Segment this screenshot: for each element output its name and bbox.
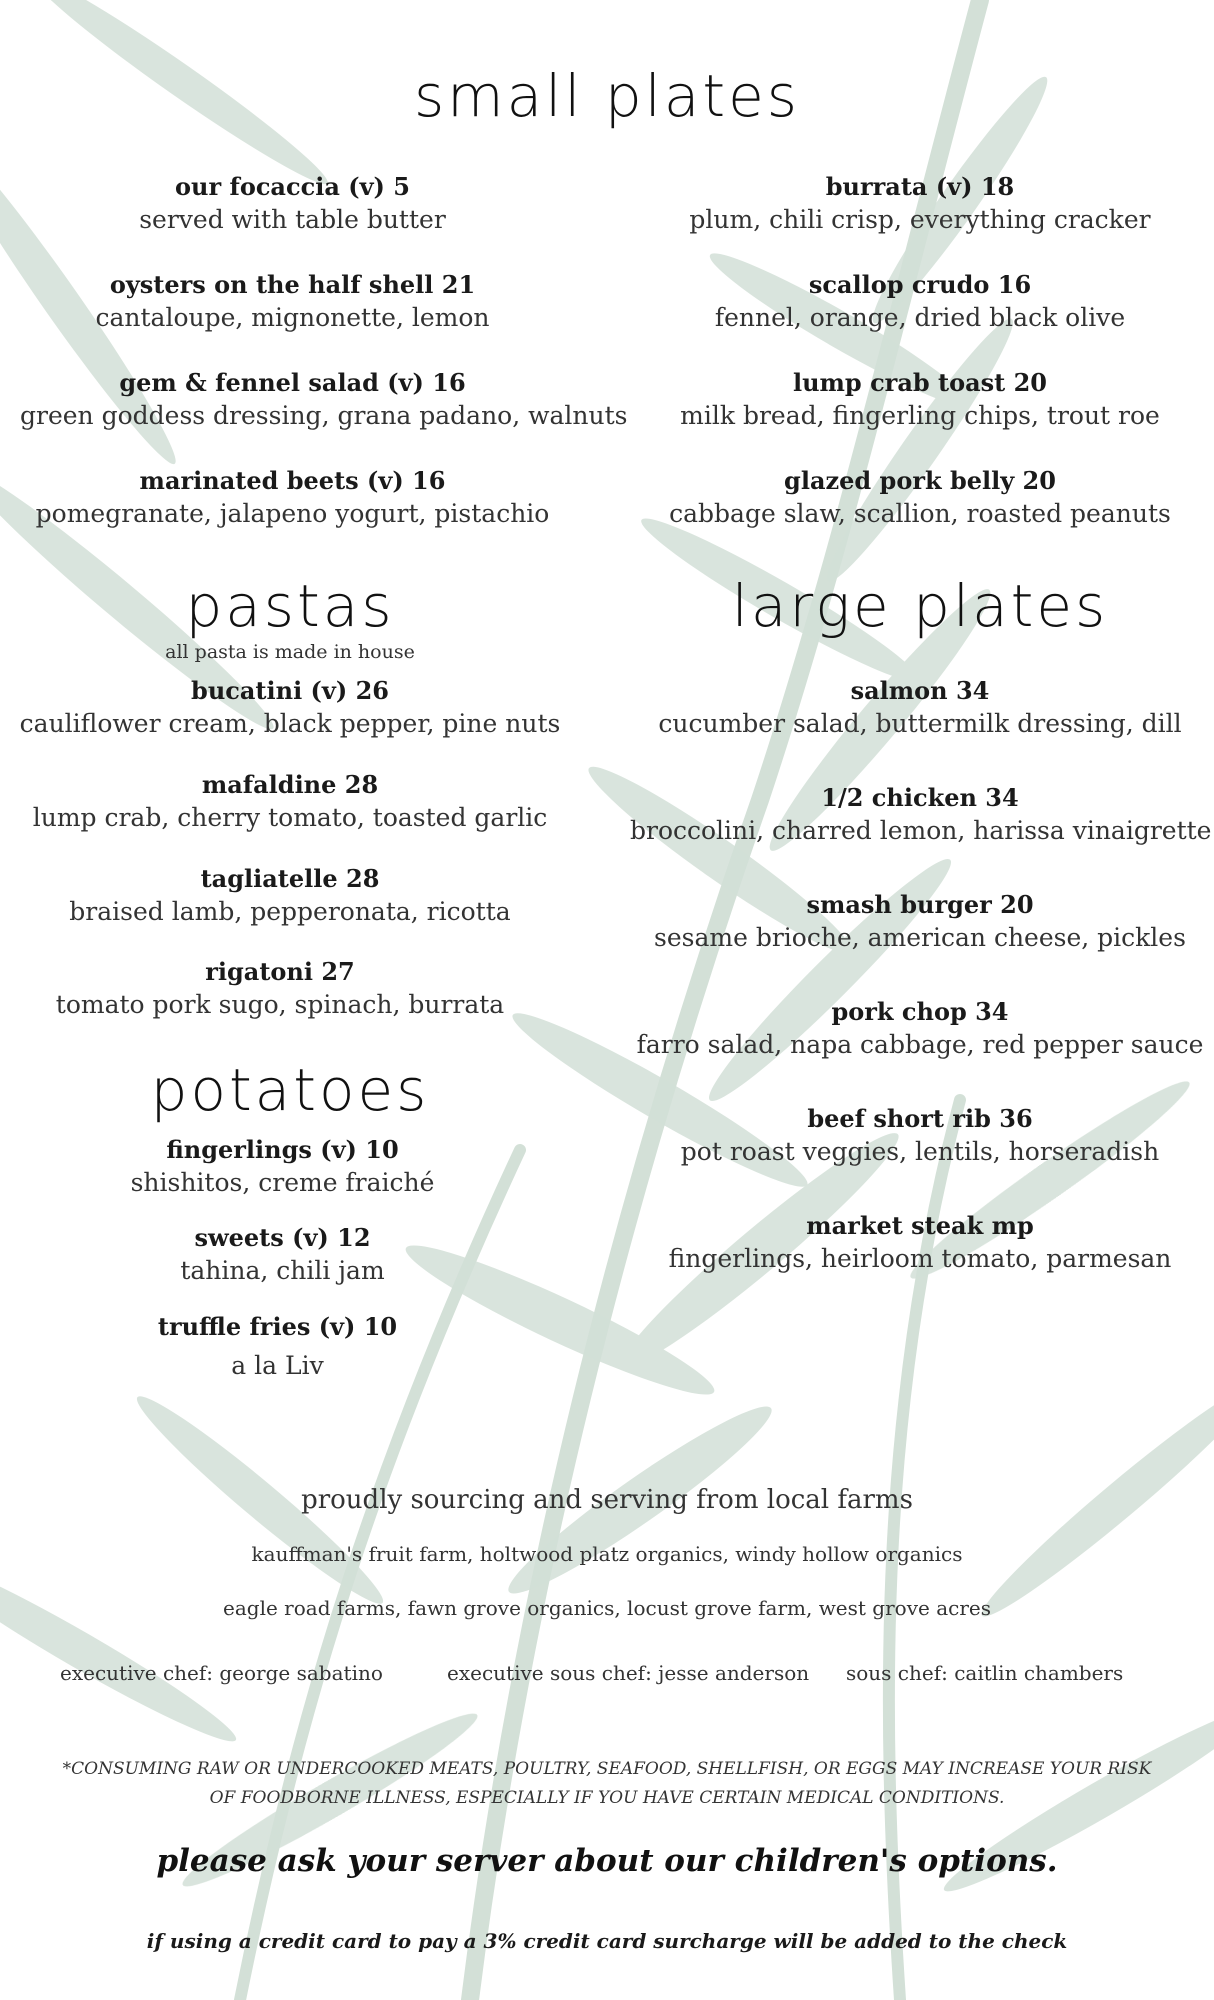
pastas-heading: pastas — [185, 572, 395, 640]
item-name: gem & fennel salad (v) 16 — [119, 368, 466, 397]
item-name: truffle fries (v) 10 — [157, 1312, 398, 1341]
item-description: pot roast veggies, lentils, horseradish — [680, 1137, 1160, 1166]
item-description: broccolini, charred lemon, harissa vinaigrette — [630, 816, 1212, 845]
small-plates-heading: small plates — [413, 62, 801, 130]
menu-item — [0, 676, 580, 738]
children-options-note: please ask your server about our children's options. — [156, 1843, 1058, 1879]
item-description: plum, chili crisp, everything cracker — [689, 205, 1151, 234]
item-name: marinated beets (v) 16 — [139, 466, 446, 495]
item-description: served with table butter — [139, 205, 446, 234]
item-name: tagliatelle 28 — [200, 864, 380, 893]
menu-item — [645, 368, 1195, 430]
item-description: braised lamb, pepperonata, ricotta — [69, 897, 511, 926]
menu-item — [20, 466, 565, 528]
farms-list-line-2: eagle road farms, fawn grove organics, locust grove farm, west grove acres — [223, 1596, 991, 1620]
item-description: fingerlings, heirloom tomato, parmesan — [668, 1244, 1172, 1273]
item-description: cantaloupe, mignonette, lemon — [95, 303, 490, 332]
item-name: bucatini (v) 26 — [191, 676, 389, 705]
menu-item — [630, 783, 1210, 845]
item-description: tahina, chili jam — [180, 1256, 385, 1285]
executive-chef: executive chef: george sabatino — [60, 1661, 383, 1685]
menu-item — [0, 1223, 565, 1285]
item-name: pork chop 34 — [831, 997, 1009, 1026]
item-description: pomegranate, jalapeno yogurt, pistachio — [35, 499, 550, 528]
menu-item — [0, 770, 580, 832]
sourcing-title: proudly sourcing and serving from local farms — [301, 1485, 913, 1515]
item-name: smash burger 20 — [806, 890, 1034, 919]
item-name: beef short rib 36 — [807, 1104, 1033, 1133]
menu-item — [630, 997, 1210, 1059]
menu-item — [0, 1135, 565, 1197]
item-name: scallop crudo 16 — [808, 270, 1032, 299]
item-description: cauliflower cream, black pepper, pine nuts — [19, 709, 561, 738]
menu-item — [630, 890, 1210, 952]
menu-item — [645, 270, 1195, 332]
menu-item — [20, 368, 628, 430]
item-description: cabbage slaw, scallion, roasted peanuts — [669, 499, 1171, 528]
item-name: lump crab toast 20 — [792, 368, 1048, 397]
large-plates-heading: large plates — [731, 572, 1109, 640]
menu-item — [0, 864, 580, 926]
menu-item — [0, 1312, 555, 1380]
item-description: lump crab, cherry tomato, toasted garlic — [32, 803, 548, 832]
pasta-house-note: all pasta is made in house — [165, 641, 415, 663]
item-description: fennel, orange, dried black olive — [714, 303, 1126, 332]
menu-item — [20, 172, 565, 234]
menu-item — [630, 1104, 1210, 1166]
item-name: our focaccia (v) 5 — [175, 172, 410, 201]
item-name: 1/2 chicken 34 — [821, 783, 1019, 812]
menu-item — [645, 172, 1195, 234]
item-name: sweets (v) 12 — [194, 1223, 371, 1252]
item-name: salmon 34 — [850, 676, 990, 705]
item-description: sesame brioche, american cheese, pickles — [654, 923, 1186, 952]
menu-item — [20, 270, 565, 332]
raw-food-warning: *CONSUMING RAW OR UNDERCOOKED MEATS, POULTRY, SEAFOOD, SHELLFISH, OR EGGS MAY INCREASE YOUR RISK OF FOODBORNE ILLNESS, ESPECIALLY IF YOU HAVE CERTAIN MEDICAL CONDITIONS. — [62, 1759, 1152, 1808]
item-description: farro salad, napa cabbage, red pepper sauce — [636, 1030, 1204, 1059]
item-name: rigatoni 27 — [205, 957, 355, 986]
sous-chef: sous chef: caitlin chambers — [846, 1661, 1124, 1685]
item-description: a la Liv — [231, 1351, 324, 1380]
item-description: tomato pork sugo, spinach, burrata — [55, 990, 505, 1019]
menu-item — [630, 676, 1210, 738]
potatoes-heading: potatoes — [150, 1056, 430, 1124]
credit-card-surcharge-note: if using a credit card to pay a 3% credit card surcharge will be added to the check — [146, 1929, 1068, 1953]
item-description: shishitos, creme fraiché — [130, 1168, 435, 1197]
item-name: fingerlings (v) 10 — [166, 1135, 399, 1164]
item-name: market steak mp — [806, 1211, 1034, 1240]
item-description: milk bread, fingerling chips, trout roe — [680, 401, 1160, 430]
executive-sous-chef: executive sous chef: jesse anderson — [447, 1661, 810, 1685]
item-description: cucumber salad, buttermilk dressing, dill — [658, 709, 1182, 738]
item-description: green goddess dressing, grana padano, walnuts — [20, 401, 628, 430]
menu-item — [645, 466, 1195, 528]
item-name: burrata (v) 18 — [825, 172, 1015, 201]
farms-list-line-1: kauffman's fruit farm, holtwood platz organics, windy hollow organics — [251, 1542, 963, 1566]
menu-item — [0, 957, 560, 1019]
item-name: mafaldine 28 — [201, 770, 379, 799]
item-name: oysters on the half shell 21 — [109, 270, 476, 299]
item-name: glazed pork belly 20 — [784, 466, 1056, 495]
menu-item — [630, 1211, 1210, 1273]
